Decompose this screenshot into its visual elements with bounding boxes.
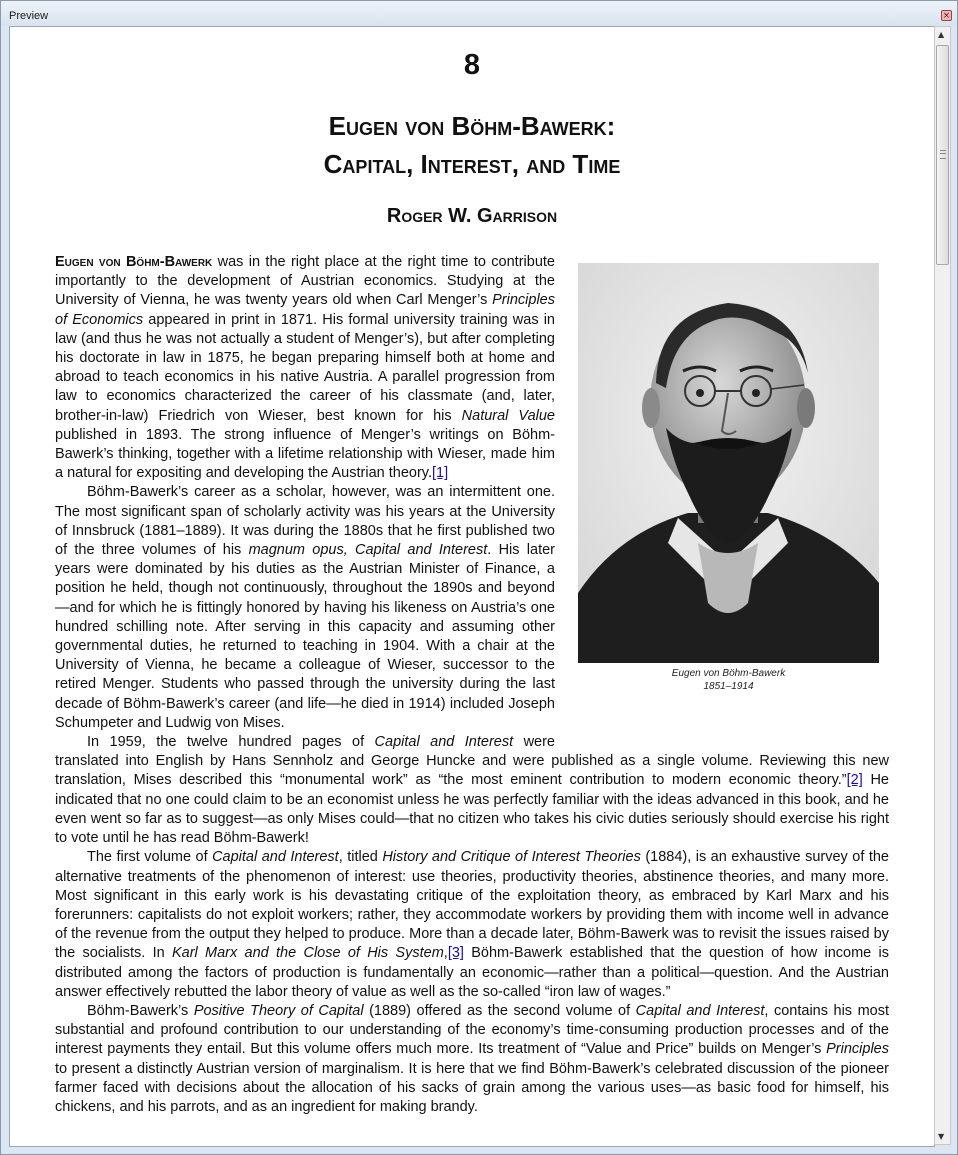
chapter-title-line-2: Capital, Interest, and Time — [323, 149, 621, 179]
text-run: were translated into English by Hans Sennholz and George Huncke and were published as a single volume. Reviewing this new translation, Mises described this “monumental work” as “the most eminent contribution to modern economic theory.” — [55, 734, 889, 789]
book-title: Karl Marx and the Close of His System — [171, 945, 444, 962]
caption-years: 1851–1914 — [703, 681, 754, 692]
chapter-title — [55, 107, 889, 183]
lead-in: Eugen von Böhm-Bawerk — [55, 254, 213, 270]
grip-icon — [940, 150, 946, 159]
text-run: In 1959, the twelve hundred pages of — [87, 734, 375, 751]
book-title: Natural Value — [461, 407, 555, 424]
book-title: Capital and Interest — [212, 849, 339, 866]
scroll-down-icon[interactable]: ▼ — [938, 1132, 945, 1141]
paragraph-4 — [55, 848, 889, 1002]
text-run: was in the right place at the right time to contribute importantly to the development of Austrian economics. Studying at the University of Vienna, he was twenty years old when Carl Menger’s — [55, 254, 555, 309]
book-title: Capital and Interest — [374, 734, 514, 751]
text-run: , contains his most substantial and profound contribution to our understanding of the economy’s time-consuming production processes and of the interest payments they entail. But this volume offers much more. Its treatment of “Value and Price” builds on Menger’s — [55, 1002, 890, 1058]
paragraph-5 — [55, 1002, 889, 1117]
figure-spacer — [555, 253, 889, 751]
text-run: (1889) offered as the second volume of — [363, 1002, 636, 1019]
window-title: Preview — [9, 10, 49, 22]
text-run: He indicated that no one could claim to be an economist unless he was perfectly familiar with the ideas advanced in this book, and he even went so far as to suggest—as only Mises could—that no citizen who takes his civic duties seriously should exercise his right to vote until he has read Böhm-Bawerk! — [55, 772, 889, 847]
vertical-scrollbar[interactable] — [934, 26, 951, 1145]
footnote-link-3[interactable]: [3] — [447, 945, 464, 962]
close-icon[interactable]: × — [942, 11, 951, 21]
chapter-author: Roger W. Garrison — [386, 205, 558, 227]
text-run: (1884), is an exhaustive survey of the alternative treatments of the phenomenon of interest: use theories, productivity theories, abstinence theories, and many more. Most significant in this early work is his devastating critique of the exploitation theory, as embraced by Karl Marx and his forerunners: capitalists do not exploit workers; rather, they accommodate workers by providing them with income well in advance of the revenue from the output they helped to produce. More than a decade later, Böhm-Bawerk was to revisit the issues raised by the socialists. In — [55, 849, 889, 962]
book-title: History and Critique of Interest Theories — [382, 849, 641, 866]
text-run: Böhm-Bawerk established that the question of how income is distributed among the factors of production is fundamentally an economic—rather than a political—question. And the Austrian answer effectively rebutted the labor theory of value as well as the so-called “iron law of wages.” — [55, 945, 889, 1000]
chapter-number: 8 — [463, 49, 481, 81]
book-title: Principles — [826, 1041, 889, 1058]
book-title: Positive Theory of Capital — [193, 1002, 364, 1019]
text-run: The first volume of — [87, 849, 213, 866]
text-run: , titled — [338, 849, 383, 866]
document-viewport[interactable] — [9, 26, 935, 1147]
text-run: , — [443, 945, 448, 962]
chapter-title-line-1: Eugen von Böhm-Bawerk: — [328, 111, 616, 141]
chapter-body — [55, 253, 889, 1117]
caption-name: Eugen von Böhm-Bawerk — [671, 668, 786, 679]
book-title: Principles of Economics — [55, 292, 555, 328]
scrollbar-thumb[interactable] — [936, 45, 949, 265]
text-run: Böhm-Bawerk’s career as a scholar, however, was an intermittent one. The most significant span of scholarly activity was his years at the University of Innsbruck (1881–1889). It was during the 1880s that he first published two of the three volumes of his — [55, 484, 555, 559]
text-run: appeared in print in 1871. His formal university training was in law (and thus he was not actually a student of Menger’s), but after completing his doctorate in law in 1875, he began preparing himself both at home and abroad to teach economics in his native Austria. A parallel progression from law to economics characterized the career of his classmate (and, later, brother-in-law) Friedrich von Wieser, best known for his — [55, 311, 555, 424]
book-title: magnum opus, Capital and Interest — [248, 542, 488, 559]
text-run: to present a distinctly Austrian version of marginalism. It is here that we find Böhm-Bawerk’s celebrated discussion of the pioneer farmer faced with decisions about the allocation of his sacks of grain among the various uses—as basic food for himself, his chickens, and his parrots, and as an ingredient for making brandy. — [55, 1060, 889, 1115]
footnote-link-2[interactable]: [2] — [846, 772, 863, 789]
text-run: published in 1893. The strong influence of Menger’s writings on Böhm-Bawerk’s thinking, together with a lifetime relationship with Wieser, made him a natural for expositing and developing the Austrian theory. — [55, 426, 555, 482]
title-bar — [1, 1, 957, 25]
text-run: . His later years were dominated by his duties as the Austrian Minister of Finance, a position he held, though not continuously, throughout the 1890s and beyond—and for which he is fittingly honored by having his likeness on Austria’s one hundred schilling note. After serving in this capacity and assuming other governmental duties, he returned to teaching in 1904. With a chair at the University of Vienna, he became a colleague of Wieser, successor to the retired Menger. Students who passed through the university during the last decade of Böhm-Bawerk’s career (and life—he died in 1914) included Joseph Schumpeter and Ludwig von Mises. — [55, 542, 555, 731]
scroll-up-icon[interactable]: ▲ — [938, 30, 945, 39]
book-title: Capital and Interest — [635, 1002, 765, 1019]
text-run: Böhm-Bawerk’s — [87, 1002, 194, 1019]
footnote-link-1[interactable]: [1] — [431, 465, 449, 482]
